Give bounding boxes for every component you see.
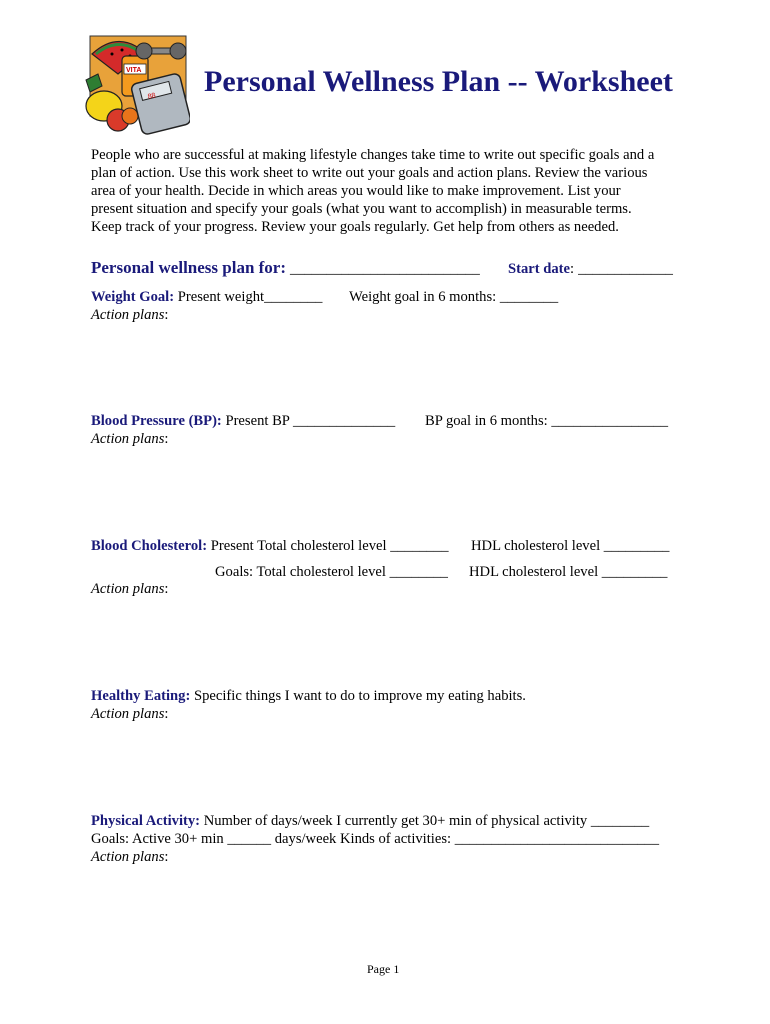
eating-action-plans bbox=[91, 705, 168, 723]
weight-goal-6mo-field[interactable]: Weight goal in 6 months: ________ bbox=[349, 289, 559, 305]
eating-label: Healthy Eating: bbox=[91, 688, 191, 704]
intro-line: present situation and specify your goals (what you want to accomplish) in measurable terms. bbox=[91, 201, 632, 217]
page-number: Page 1 bbox=[367, 962, 400, 976]
intro-paragraph bbox=[91, 146, 691, 236]
intro-line: Keep track of your progress. Review your goals regularly. Get help from others as needed. bbox=[91, 219, 619, 235]
action-plans-colon: : bbox=[164, 849, 169, 865]
eating-text: Specific things I want to do to improve my eating habits. bbox=[193, 688, 526, 704]
action-plans-colon: : bbox=[164, 706, 169, 722]
present-hdl-field[interactable]: HDL cholesterol level _________ bbox=[471, 538, 670, 554]
intro-line: plan of action. Use this work sheet to write out your goals and action plans. Review the various bbox=[91, 165, 648, 181]
action-plans-label: Action plans bbox=[91, 431, 165, 447]
plan-for-field[interactable]: __________________________ bbox=[290, 261, 480, 277]
cholesterol-label: Blood Cholesterol: bbox=[91, 538, 208, 554]
action-plans-label: Action plans bbox=[91, 581, 165, 597]
start-date-label: Start date bbox=[508, 261, 571, 277]
present-bp-field[interactable]: Present BP ______________ bbox=[225, 413, 396, 429]
svg-text:VITA: VITA bbox=[126, 67, 142, 74]
bp-row bbox=[91, 412, 395, 430]
current-activity-field[interactable]: Number of days/week I currently get 30+ min of physical activity ________ bbox=[203, 813, 650, 829]
plan-for-row bbox=[91, 258, 480, 278]
cholesterol-row bbox=[91, 537, 449, 555]
start-date-field[interactable]: _____________ bbox=[578, 261, 673, 277]
start-date-row bbox=[508, 260, 673, 278]
goal-total-cholesterol-field[interactable]: Goals: Total cholesterol level ________ bbox=[215, 564, 448, 580]
action-plans-colon: : bbox=[164, 307, 169, 323]
cholesterol-action-plans bbox=[91, 580, 168, 598]
plan-for-label: Personal wellness plan for: bbox=[91, 258, 287, 277]
intro-line: area of your health. Decide in which areas you would like to make improvement. List your bbox=[91, 183, 621, 199]
weight-action-plans bbox=[91, 306, 168, 324]
activity-row bbox=[91, 812, 649, 830]
activity-action-plans bbox=[91, 848, 168, 866]
activity-goals-field[interactable]: Goals: Active 30+ min ______ days/week Kinds of activities: ____________________________ bbox=[91, 831, 660, 847]
svg-text:88: 88 bbox=[147, 92, 157, 101]
action-plans-colon: : bbox=[164, 581, 169, 597]
action-plans-colon: : bbox=[164, 431, 169, 447]
goal-hdl-field[interactable]: HDL cholesterol level _________ bbox=[469, 564, 668, 580]
page-title: Personal Wellness Plan -- Worksheet bbox=[204, 65, 673, 98]
action-plans-label: Action plans bbox=[91, 307, 165, 323]
present-total-cholesterol-field[interactable]: Present Total cholesterol level ________ bbox=[210, 538, 449, 554]
present-weight-field[interactable]: Present weight________ bbox=[177, 289, 323, 305]
eating-row bbox=[91, 687, 526, 705]
bp-label: Blood Pressure (BP): bbox=[91, 413, 222, 429]
bp-goal-field[interactable]: BP goal in 6 months: ________________ bbox=[425, 413, 669, 429]
bp-action-plans bbox=[91, 430, 168, 448]
start-date-colon: : bbox=[570, 261, 575, 277]
intro-line: People who are successful at making lifestyle changes take time to write out specific goals and a bbox=[91, 147, 655, 163]
weight-goal-row bbox=[91, 288, 322, 306]
action-plans-label: Action plans bbox=[91, 849, 165, 865]
action-plans-label: Action plans bbox=[91, 706, 165, 722]
activity-label: Physical Activity: bbox=[91, 813, 201, 829]
wellness-clipart-icon bbox=[78, 34, 190, 140]
weight-goal-label: Weight Goal: bbox=[91, 289, 175, 305]
